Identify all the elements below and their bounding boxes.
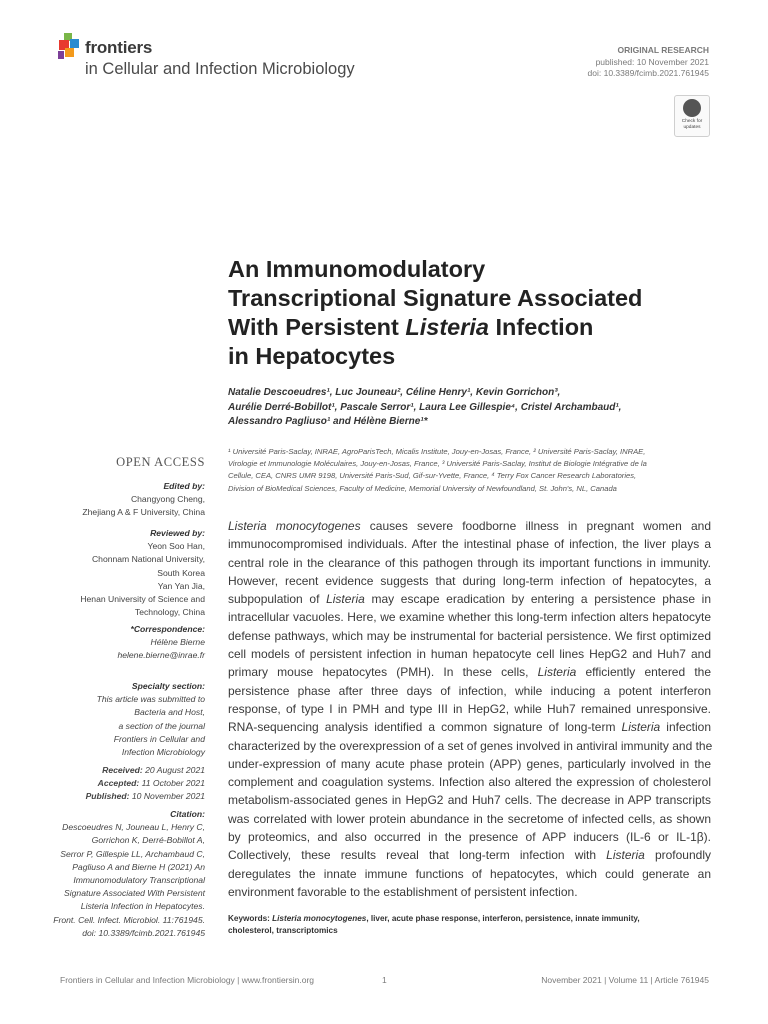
dates-section [86, 764, 205, 804]
specialty-section [97, 680, 205, 759]
editor-line: Changyong Cheng, [130, 494, 205, 505]
correspondence-email[interactable]: helene.bierne@inrae.fr [117, 650, 205, 661]
brand-name: frontiers [85, 38, 153, 57]
reviewer-line: Henan University of Science and [80, 594, 205, 605]
abstract-line: intracellular vacuoles. Here, we examine whether this long-term infection alters hepatocyte [228, 610, 711, 625]
author-list [228, 386, 728, 430]
edited-by-label: Edited by: [163, 481, 205, 491]
footer-journal[interactable]: Frontiers in Cellular and Infection Microbiology | www.frontiersin.org [60, 975, 315, 985]
reviewer-line: South Korea [157, 567, 205, 578]
edited-by-section [82, 480, 205, 520]
specialty-label: Specialty section: [131, 681, 205, 691]
abstract-line: subpopulation of Listeria may escape eradication by entering a persistence phase in [228, 592, 712, 607]
abstract-line: under-expression of many acute phase protein (APP) genes, particularly involved in the [228, 756, 711, 771]
affiliations [228, 446, 713, 495]
citation-line: Front. Cell. Infect. Microbiol. 11:761945. [53, 914, 205, 925]
check-for-updates-badge[interactable] [674, 95, 710, 137]
check-updates-icon [683, 99, 701, 117]
citation-line: doi: 10.3389/fcimb.2021.761945 [82, 927, 205, 938]
article-title [228, 255, 728, 371]
citation-line: Pagliuso A and Bierne H (2021) An [72, 861, 205, 872]
citation-line: Gorrichon K, Derré-Bobillot A, [91, 835, 205, 846]
title-line: in Hepatocytes [228, 343, 396, 369]
abstract-line: central role in the clearance of this pathogen through its important functions in immunity. [228, 555, 711, 570]
reviewer-line: Yan Yan Jia, [157, 580, 205, 591]
open-access-label: OPEN ACCESS [116, 455, 205, 469]
doi-link[interactable]: doi: 10.3389/fcimb.2021.761945 [587, 68, 709, 78]
reviewer-line: Chonnam National University, [91, 554, 205, 565]
abstract-line: primary mouse hepatocytes (PMH). In these cells, Listeria efficiently entered the [228, 665, 712, 680]
author-line: Aurélie Derré-Bobillot¹, Pascale Serror¹, Laura Lee Gillespie⁴, Cristel Archambaud¹, [228, 401, 622, 413]
abstract-line: RNA-sequencing analysis identified a common signature of long-term Listeria infection [228, 720, 711, 735]
abstract-line: complement and coagulation systems. Infection also altered the expression of cholesterol [228, 775, 711, 790]
reviewed-by-label: Reviewed by: [150, 528, 205, 538]
article-type: ORIGINAL RESEARCH [617, 45, 709, 55]
correspondence-label: *Correspondence: [130, 624, 205, 634]
published-date-sidebar: Published: 10 November 2021 [85, 791, 205, 802]
footer-issue: November 2021 | Volume 11 | Article 761945 [541, 975, 709, 985]
citation-line: Immunomodulatory Transcriptional [73, 875, 205, 886]
affiliation-line: Virologie et Immunologie Moléculaires, Jouy-en-Josas, France, ³ Université Paris-Saclay, Institut de Biologie Intégrative de la [228, 459, 647, 469]
citation-section [53, 808, 205, 940]
correspondence-section [117, 623, 205, 663]
author-line: Natalie Descoeudres¹, Luc Jouneau², Céline Henry¹, Kevin Gorrichon³, [228, 387, 561, 398]
keywords-label: Keywords: [228, 914, 270, 923]
author-line: Alessandro Pagliuso¹ and Hélène Bierne¹* [228, 416, 428, 427]
keywords-line: Keywords: Listeria monocytogenes, liver, acute phase response, interferon, persistence, innate immunity, [228, 914, 640, 923]
abstract-line: response, of type I in PMH and type III in HepG2, while Huh7 remained unresponsive. [228, 701, 711, 716]
keywords-line: cholesterol, transcriptomics [228, 925, 338, 935]
abstract-line: persistence phase after three days of infection, while inducing a potent interferon [228, 683, 711, 698]
affiliation-line: ¹ Université Paris-Saclay, INRAE, AgroParisTech, Micalis Institute, Jouy-en-Josas, France, ² Université Paris-Saclay, INRAE, [228, 447, 646, 456]
published-date: published: 10 November 2021 [595, 57, 709, 67]
abstract-line: Collectively, these results reveal that long-term infection with Listeria profoundly [228, 848, 711, 863]
abstract-line: metabolism-associated genes in HepG2 and Huh7 cells. The decrease in APP transcripts [228, 793, 711, 808]
citation-line: Listeria Infection in Hepatocytes. [80, 901, 205, 912]
affiliation-line: Cellule, CEA, CNRS UMR 9198, Université Paris-Sud, Gif-sur-Yvette, France, ⁴ Terry Fox Cancer Research Laboratories, [228, 471, 637, 481]
citation-line: Serror P, Gillespie LL, Archambaud C, [60, 848, 205, 859]
reviewed-by-section [80, 527, 205, 619]
page-number: 1 [382, 975, 387, 985]
abstract-line: characterized by the overexpression of a set of genes involved in antiviral immunity and the [228, 738, 713, 753]
abstract-line: deregulates the innate immune functions of hepatocytes, which could generate an [228, 866, 711, 881]
keywords [228, 913, 713, 936]
title-line: An Immunomodulatory [228, 256, 486, 282]
frontiers-logo [58, 33, 80, 61]
correspondence-name: Hélène Bierne [150, 637, 205, 648]
abstract [228, 517, 711, 901]
specialty-line: Frontiers in Cellular and [113, 733, 205, 744]
reviewer-line: Technology, China [134, 607, 205, 618]
specialty-line: Bacteria and Host, [134, 707, 205, 718]
title-line: With Persistent Listeria Infection [228, 314, 594, 340]
reviewer-line: Yeon Soo Han, [147, 541, 205, 552]
affiliation-line: Division of BioMedical Sciences, Faculty of Medicine, Memorial University of Newfoundland, St. John's, NL, Canada [228, 483, 617, 493]
title-line: Transcriptional Signature Associated [228, 285, 643, 311]
citation-label: Citation: [170, 809, 205, 819]
specialty-line: This article was submitted to [96, 694, 205, 705]
abstract-line: was correlated with lower protein abundance in the secretome of infected cells, as shown [228, 811, 711, 826]
citation-line: Descoeudres N, Jouneau L, Henry C, [62, 822, 205, 833]
check-updates-label: Check for updates [681, 119, 703, 130]
journal-name: in Cellular and Infection Microbiology [85, 60, 355, 78]
abstract-line: Listeria monocytogenes causes severe foodborne illness in pregnant women and [228, 519, 711, 533]
specialty-line: a section of the journal [118, 720, 205, 731]
citation-line: Signature Associated With Persistent [64, 888, 205, 899]
abstract-line: However, recent evidence suggests that during long-term infection of hepatocytes, a [228, 573, 711, 588]
editor-line: Zhejiang A & F University, China [82, 507, 205, 518]
received-date: Received: 20 August 2021 [102, 765, 205, 775]
accepted-date: Accepted: 11 October 2021 [97, 778, 205, 789]
abstract-line: cell models of persistent infection in human hepatocyte cell lines HepG2 and Huh7 and [228, 647, 711, 662]
abstract-line: environment favorable to the establishment of persistent infection. [228, 884, 578, 899]
specialty-line: Infection Microbiology [121, 747, 205, 758]
abstract-line: defense pathways, which may be instrumental for bacterial persistence. We first optimized [228, 628, 711, 643]
abstract-line: immunocompromised individuals. After the intestinal phase of infection, the liver plays a [228, 537, 711, 552]
abstract-line: by proteomics, and also occurred in the presence of APP inducers (IL-6 or IL-1β). [228, 830, 711, 845]
